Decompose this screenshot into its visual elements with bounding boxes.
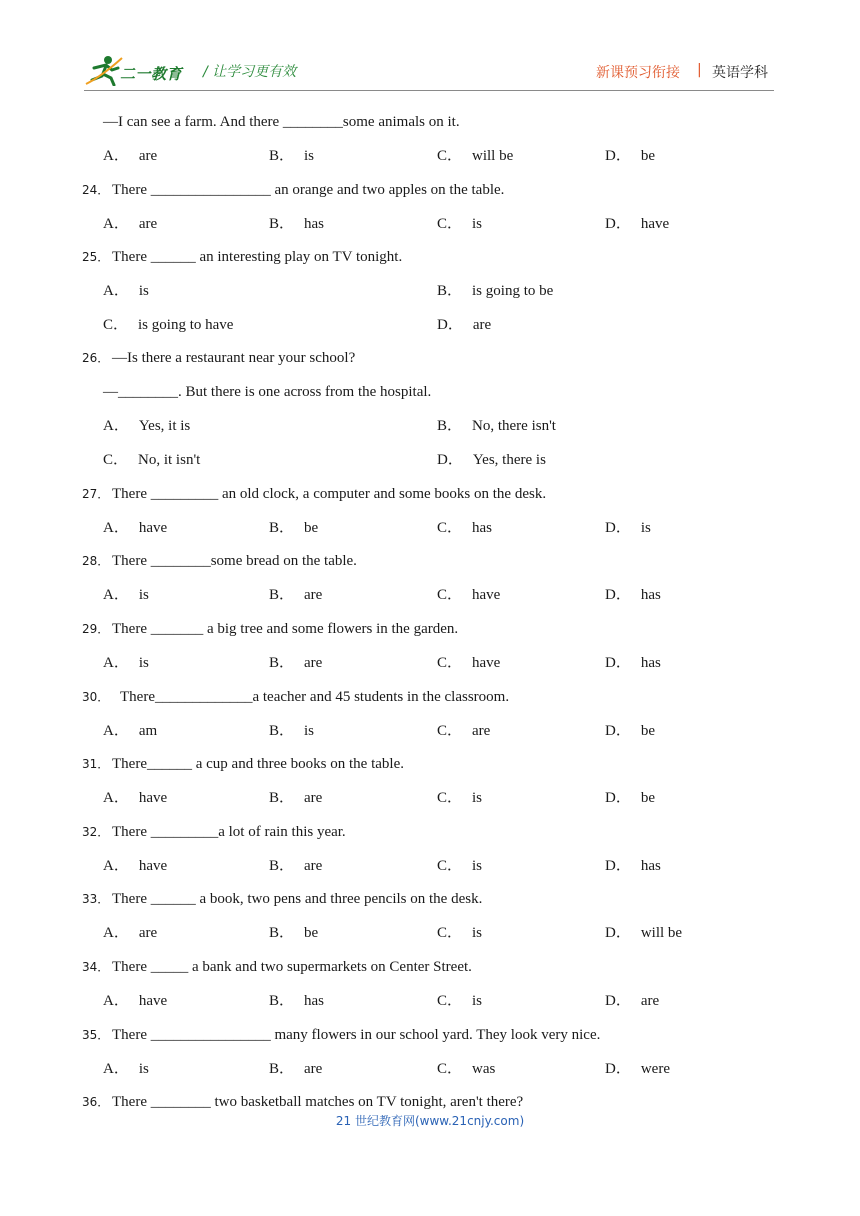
question-text: There_____________a teacher and 45 students in the classroom. [120, 689, 510, 705]
question-text: There ______ an interesting play on TV tonight. [112, 249, 403, 265]
question-text: There ________ two basketball matches on TV tonight, aren't there? [112, 1094, 524, 1110]
option-c[interactable]: C． is [437, 858, 483, 874]
option-b[interactable]: B． are [269, 790, 323, 806]
option-c[interactable]: C． was [437, 1061, 496, 1077]
option-c[interactable]: C． No, it isn't [103, 452, 201, 468]
option-b[interactable]: B． is going to be [437, 283, 554, 299]
option-a[interactable]: A． is [103, 283, 149, 299]
option-d[interactable]: D． has [605, 655, 661, 671]
runner-logo-icon [84, 54, 124, 86]
question-number: 26． [82, 351, 110, 365]
question-number: 28． [82, 554, 110, 568]
option-c[interactable]: C． have [437, 655, 501, 671]
question-number: 25． [82, 250, 110, 264]
question-text: There ________________ an orange and two apples on the table. [112, 182, 505, 198]
course-label: 新课预习衔接 [596, 65, 680, 81]
option-b[interactable]: B． has [269, 993, 325, 1009]
logo [84, 54, 194, 88]
option-b[interactable]: B． is [269, 148, 315, 164]
question-text: There ________________ many flowers in our school yard. They look very nice. [112, 1027, 601, 1043]
option-c[interactable]: C． is [437, 216, 483, 232]
option-c[interactable]: C． has [437, 520, 493, 536]
question-number: 33． [82, 892, 110, 906]
slogan: / 让学习更有效 [203, 64, 297, 80]
page-footer: 21 世纪教育网(www.21cnjy.com) [335, 1114, 525, 1128]
option-a[interactable]: A． is [103, 587, 149, 603]
question-number: 31． [82, 757, 110, 771]
option-b[interactable]: B． be [269, 520, 319, 536]
question-text: There _________a lot of rain this year. [112, 824, 346, 840]
page-header [0, 0, 860, 100]
option-b[interactable]: B． are [269, 858, 323, 874]
header-separator: | [697, 62, 702, 78]
question-text: There _______ a big tree and some flowers in the garden. [112, 621, 459, 637]
option-d[interactable]: D． will be [605, 925, 683, 941]
option-a[interactable]: A． are [103, 216, 158, 232]
option-c[interactable]: C． is [437, 925, 483, 941]
option-b[interactable]: B． are [269, 587, 323, 603]
option-a[interactable]: A． is [103, 1061, 149, 1077]
option-d[interactable]: D． are [605, 993, 660, 1009]
question-text: —I can see a farm. And there ________some animals on it. [103, 114, 460, 130]
logo-text: 二一教育 [120, 65, 183, 83]
option-a[interactable]: A． are [103, 148, 158, 164]
option-c[interactable]: C． is going to have [103, 317, 234, 333]
option-a[interactable]: A． have [103, 520, 168, 536]
option-d[interactable]: D． have [605, 216, 670, 232]
question-text: There _____ a bank and two supermarkets on Center Street. [112, 959, 472, 975]
question-number: 32． [82, 825, 110, 839]
subject-label: 英语学科 [712, 65, 768, 81]
question-number: 35． [82, 1028, 110, 1042]
option-b[interactable]: B． No, there isn't [437, 418, 556, 434]
option-c[interactable]: C． are [437, 723, 491, 739]
option-c[interactable]: C． is [437, 993, 483, 1009]
option-d[interactable]: D． be [605, 148, 656, 164]
option-a[interactable]: A． Yes, it is [103, 418, 191, 434]
question-number: 29． [82, 622, 110, 636]
option-a[interactable]: A． have [103, 993, 168, 1009]
option-a[interactable]: A． is [103, 655, 149, 671]
option-b[interactable]: B． has [269, 216, 325, 232]
question-text: There______ a cup and three books on the table. [112, 756, 404, 772]
option-d[interactable]: D． Yes, there is [437, 452, 546, 468]
option-c[interactable]: C． will be [437, 148, 514, 164]
question-text-line2: —________. But there is one across from the hospital. [103, 384, 432, 400]
question-number: 34． [82, 960, 110, 974]
option-d[interactable]: D． has [605, 858, 661, 874]
option-d[interactable]: D． be [605, 790, 656, 806]
question-number: 30． [82, 690, 110, 704]
option-b[interactable]: B． be [269, 925, 319, 941]
option-d[interactable]: D． are [437, 317, 492, 333]
option-a[interactable]: A． have [103, 790, 168, 806]
option-a[interactable]: A． am [103, 723, 158, 739]
question-number: 36． [82, 1095, 110, 1109]
option-d[interactable]: D． were [605, 1061, 670, 1077]
option-d[interactable]: D． be [605, 723, 656, 739]
option-d[interactable]: D． is [605, 520, 651, 536]
question-text: There ________some bread on the table. [112, 553, 357, 569]
option-a[interactable]: A． have [103, 858, 168, 874]
question-number: 27． [82, 487, 110, 501]
option-b[interactable]: B． is [269, 723, 315, 739]
option-b[interactable]: B． are [269, 1061, 323, 1077]
option-d[interactable]: D． has [605, 587, 661, 603]
question-text: There _________ an old clock, a computer and some books on the desk. [112, 486, 547, 502]
header-divider [84, 90, 774, 91]
option-b[interactable]: B． are [269, 655, 323, 671]
question-number: 24． [82, 183, 110, 197]
option-a[interactable]: A． are [103, 925, 158, 941]
question-text: —Is there a restaurant near your school? [112, 350, 356, 366]
option-c[interactable]: C． is [437, 790, 483, 806]
question-text: There ______ a book, two pens and three pencils on the desk. [112, 891, 483, 907]
option-c[interactable]: C． have [437, 587, 501, 603]
